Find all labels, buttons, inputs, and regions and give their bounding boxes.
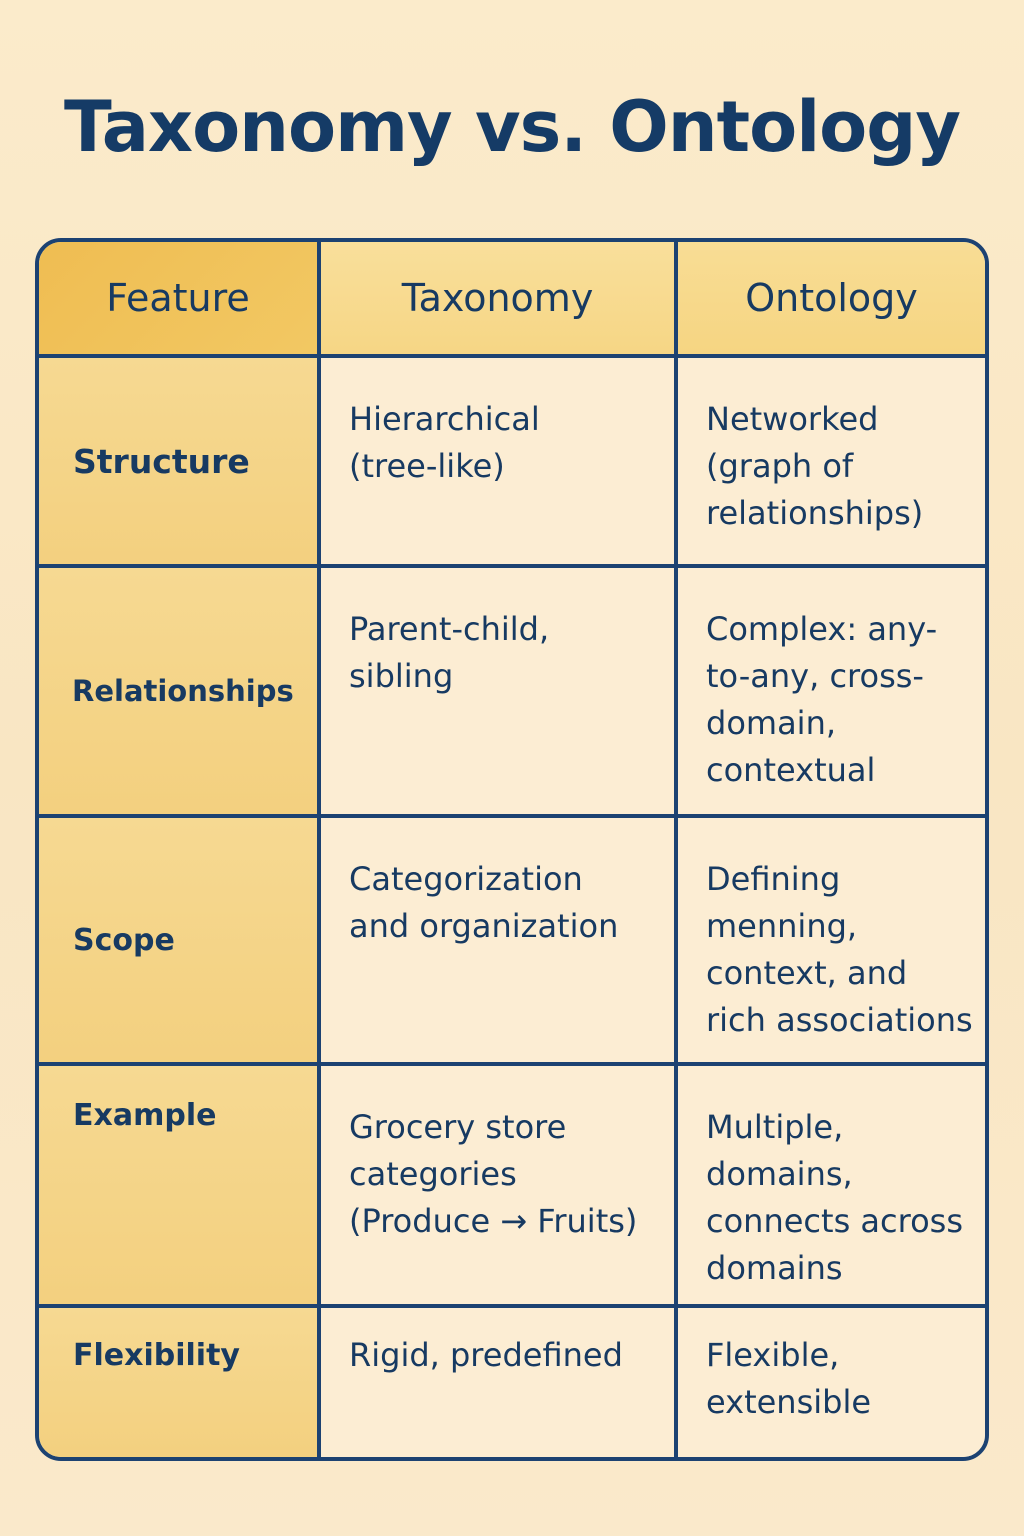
table-header-row	[39, 242, 985, 356]
row-label-scope: Scope	[39, 816, 319, 1064]
row-label-relationships: Relationships	[39, 566, 319, 816]
header-taxonomy: Taxonomy	[319, 242, 676, 356]
taxonomy-cell: Hierarchical (tree-like)	[319, 356, 676, 566]
table-row	[39, 816, 985, 1064]
taxonomy-cell: Categorization and organization	[319, 816, 676, 1064]
row-label-structure: Structure	[39, 356, 319, 566]
taxonomy-cell: Grocery store categories (Produce → Fruits)	[319, 1064, 676, 1306]
ontology-cell: Networked (graph of relationships)	[676, 356, 985, 566]
page-title: Taxonomy vs. Ontology	[63, 86, 961, 168]
row-label-flexibility: Flexibility	[39, 1306, 319, 1457]
header-feature: Feature	[39, 242, 319, 356]
comparison-table	[35, 238, 989, 1461]
taxonomy-cell: Parent-child, sibling	[319, 566, 676, 816]
row-label-example: Example	[39, 1064, 319, 1306]
table-row	[39, 566, 985, 816]
table-row	[39, 1306, 985, 1457]
table-row	[39, 1064, 985, 1306]
ontology-cell: Multiple, domains, connects across domains	[676, 1064, 985, 1306]
taxonomy-cell: Rigid, predefined	[319, 1306, 676, 1457]
ontology-cell: Flexible, extensible	[676, 1306, 985, 1457]
ontology-cell: Defining menning, context, and rich associations	[676, 816, 985, 1064]
table-row	[39, 356, 985, 566]
ontology-cell: Complex: any- to-any, cross- domain, contextual	[676, 566, 985, 816]
header-ontology: Ontology	[676, 242, 985, 356]
